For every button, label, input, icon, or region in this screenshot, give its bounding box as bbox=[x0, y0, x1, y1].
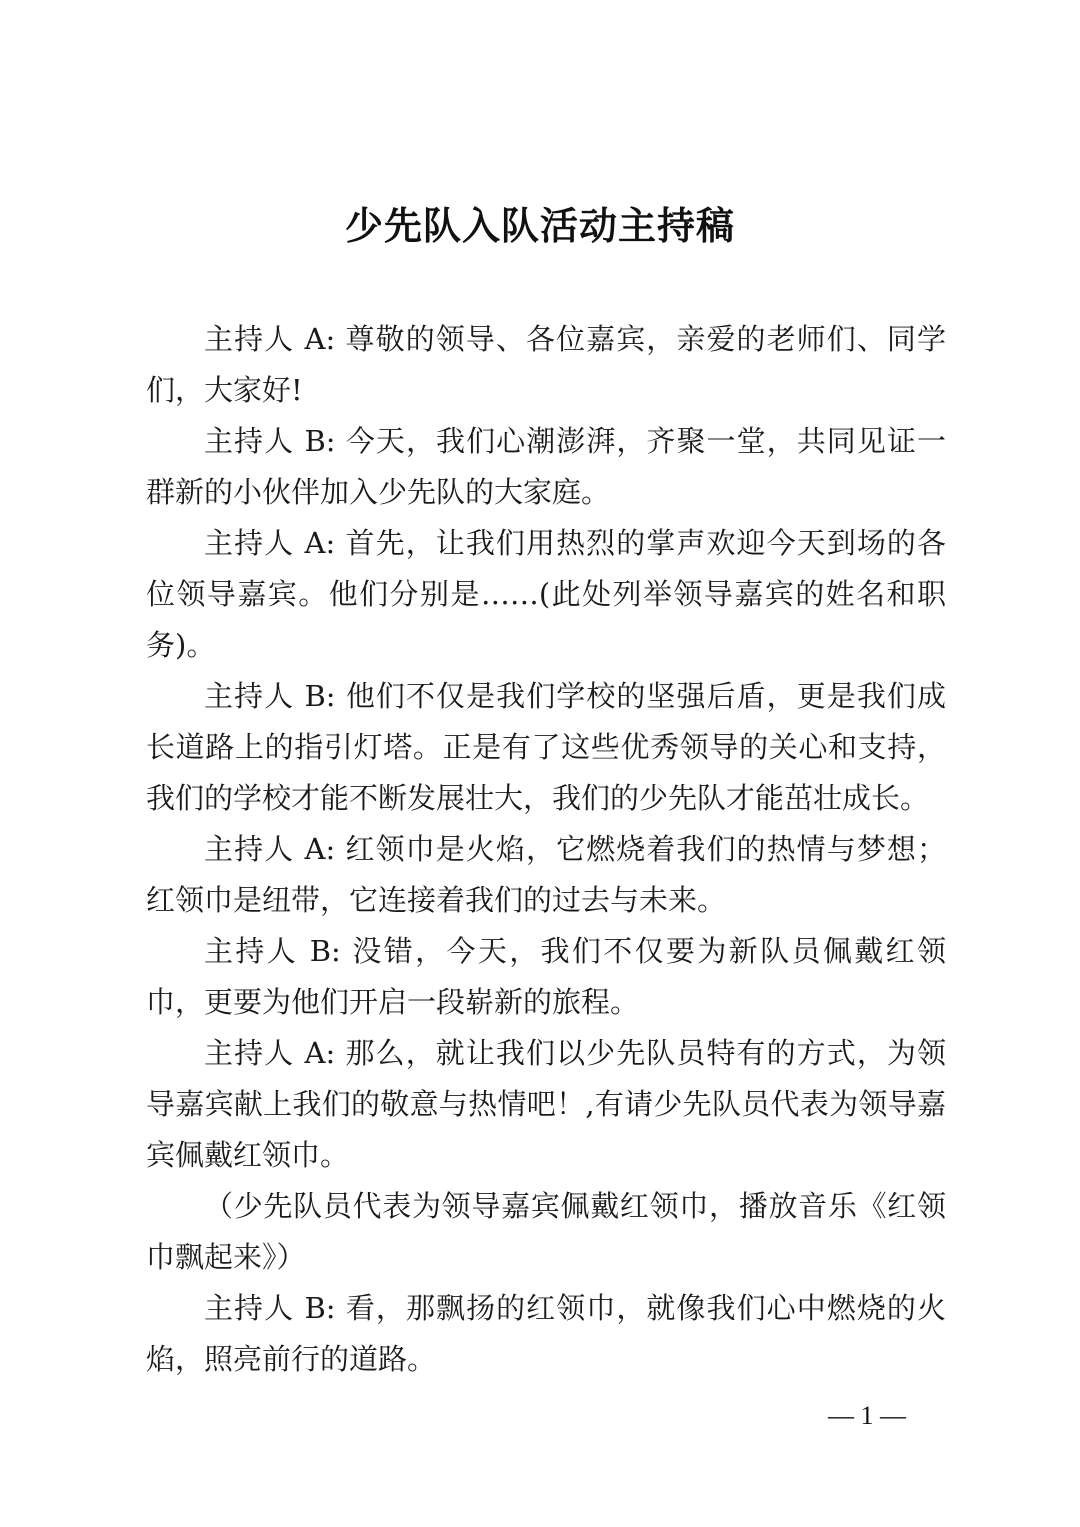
paragraph: 主持人 B: 看，那飘扬的红领巾，就像我们心中燃烧的火焰，照亮前行的道路。 bbox=[146, 1291, 946, 1376]
paragraph: 主持人 B: 他们不仅是我们学校的坚强后盾，更是我们成长道路上的指引灯塔。正是有了这些优秀领导的关心和支持，我们的学校才能不断发展壮大，我们的少先队才能茁壮成长。 bbox=[146, 679, 946, 815]
paragraph: （少先队员代表为领导嘉宾佩戴红领巾，播放音乐《红领巾飘起来》） bbox=[146, 1189, 946, 1274]
paragraph: 主持人 B: 没错，今天，我们不仅要为新队员佩戴红领巾，更要为他们开启一段崭新的旅程。 bbox=[146, 934, 946, 1019]
paragraph: 主持人 A: 尊敬的领导、各位嘉宾，亲爱的老师们、同学们，大家好! bbox=[146, 322, 946, 407]
document-title: 少先队入队活动主持稿 bbox=[344, 204, 735, 248]
paragraph: 主持人 A: 红领巾是火焰，它燃烧着我们的热情与梦想；红领巾是纽带，它连接着我们的过去与未来。 bbox=[146, 832, 946, 917]
document-body bbox=[146, 314, 946, 1385]
page-number: — 1 — bbox=[828, 1401, 906, 1430]
paragraph: 主持人 A: 首先，让我们用热烈的掌声欢迎今天到场的各位领导嘉宾。他们分别是……(此处列举领导嘉宾的姓名和职务)。 bbox=[146, 526, 946, 662]
paragraph: 主持人 A: 那么，就让我们以少先队员特有的方式，为领导嘉宾献上我们的敬意与热情吧！,有请少先队员代表为领导嘉宾佩戴红领巾。 bbox=[146, 1036, 946, 1172]
paragraph: 主持人 B: 今天，我们心潮澎湃，齐聚一堂，共同见证一群新的小伙伴加入少先队的大家庭。 bbox=[146, 424, 946, 509]
